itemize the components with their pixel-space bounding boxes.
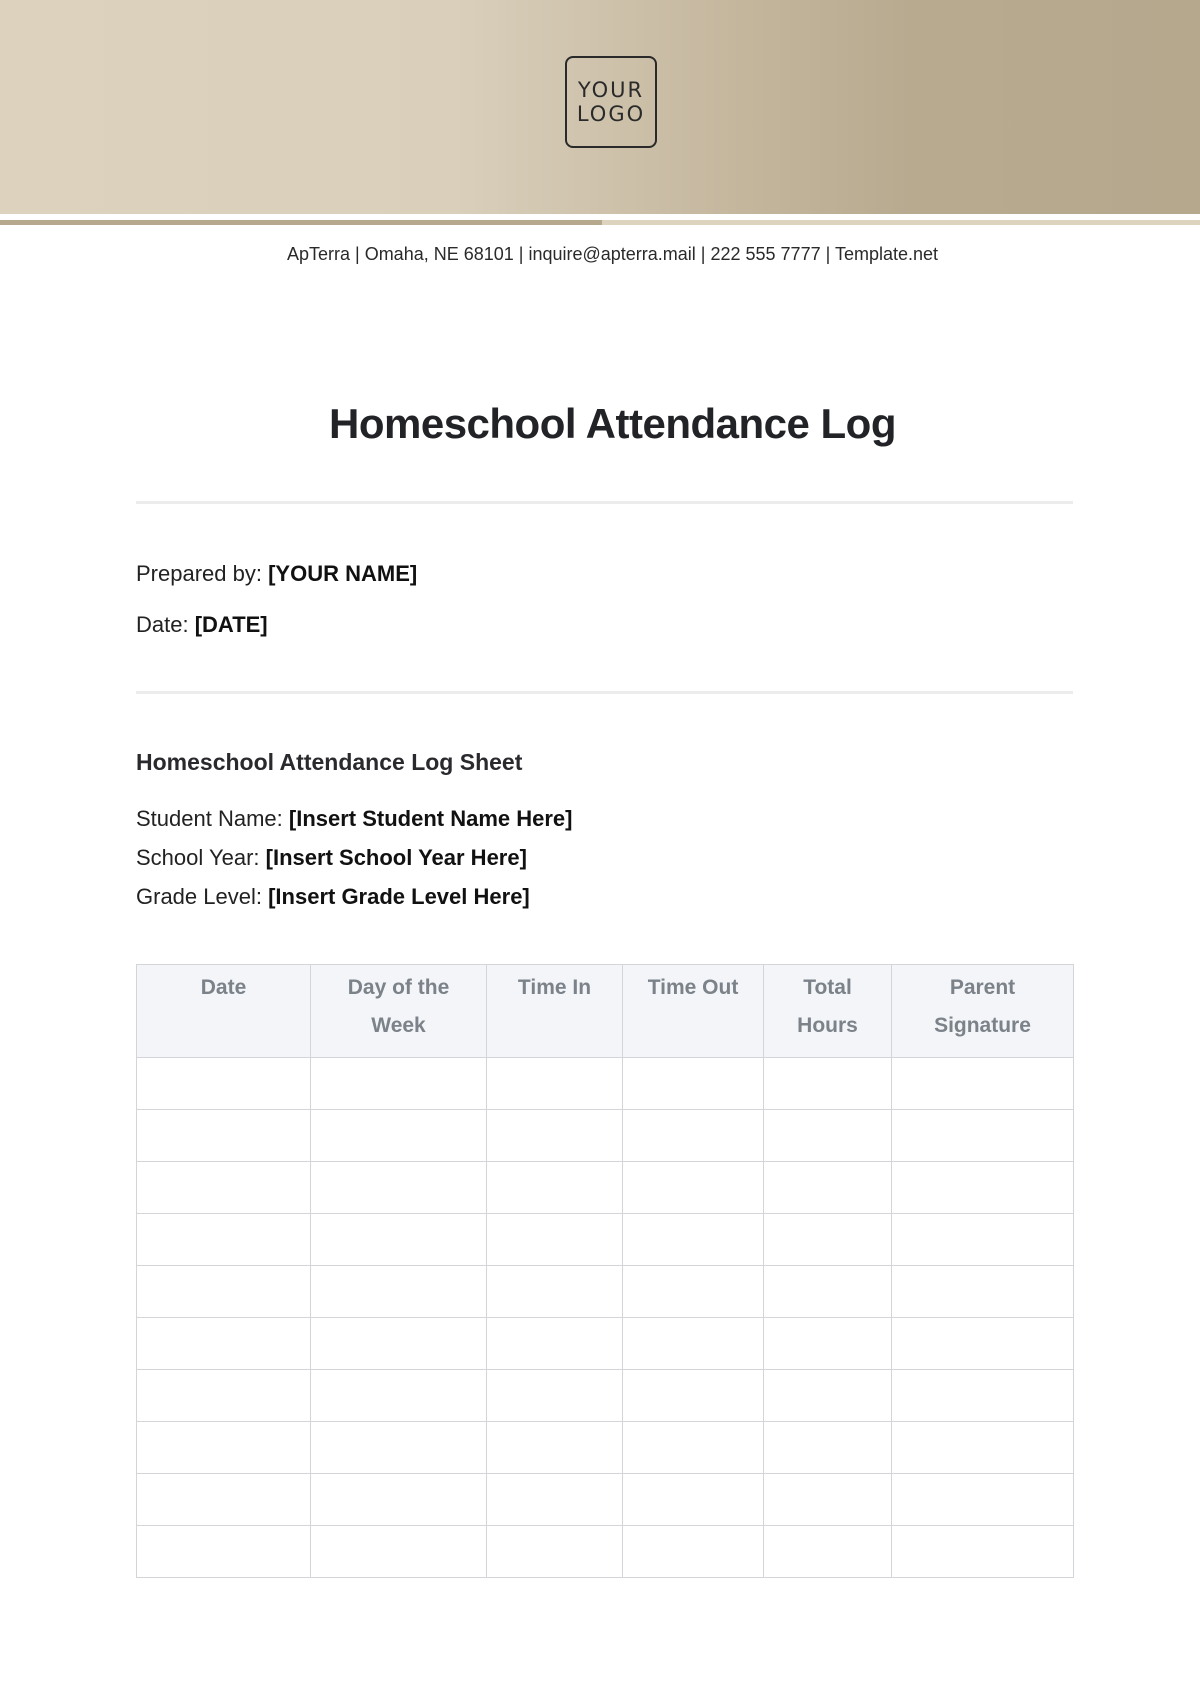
column-header-day-of-week: Day of the Week: [311, 965, 487, 1058]
header-stripe-right: [602, 220, 1200, 225]
cell-total-hours[interactable]: [764, 1370, 892, 1422]
cell-parent-signature[interactable]: [892, 1214, 1074, 1266]
table-row: [137, 1266, 1074, 1318]
column-header-parent-signature: Parent Signature: [892, 965, 1074, 1058]
cell-time-out[interactable]: [623, 1110, 764, 1162]
cell-day-of-week[interactable]: [311, 1058, 487, 1110]
grade-level-label: Grade Level:: [136, 884, 262, 909]
cell-total-hours[interactable]: [764, 1526, 892, 1578]
cell-total-hours[interactable]: [764, 1266, 892, 1318]
cell-total-hours[interactable]: [764, 1318, 892, 1370]
prepared-by-label: Prepared by:: [136, 561, 262, 586]
cell-time-in[interactable]: [487, 1110, 623, 1162]
prepared-by-line: [136, 561, 417, 587]
divider: [136, 501, 1073, 504]
cell-parent-signature[interactable]: [892, 1266, 1074, 1318]
grade-level-value: [Insert Grade Level Here]: [268, 884, 530, 909]
divider: [136, 691, 1073, 694]
cell-time-in[interactable]: [487, 1318, 623, 1370]
cell-date[interactable]: [137, 1110, 311, 1162]
column-header-total-hours: Total Hours: [764, 965, 892, 1058]
school-year-value: [Insert School Year Here]: [265, 845, 527, 870]
cell-parent-signature[interactable]: [892, 1526, 1074, 1578]
cell-day-of-week[interactable]: [311, 1266, 487, 1318]
table-row: [137, 1422, 1074, 1474]
cell-day-of-week[interactable]: [311, 1318, 487, 1370]
table-row: [137, 1474, 1074, 1526]
table-row: [137, 1214, 1074, 1266]
logo-text-line1: YOUR: [577, 78, 645, 102]
cell-day-of-week[interactable]: [311, 1162, 487, 1214]
table-header-row: [137, 965, 1074, 1058]
cell-day-of-week[interactable]: [311, 1474, 487, 1526]
page-title: Homeschool Attendance Log: [329, 400, 896, 447]
cell-parent-signature[interactable]: [892, 1162, 1074, 1214]
cell-time-in[interactable]: [487, 1422, 623, 1474]
cell-day-of-week[interactable]: [311, 1526, 487, 1578]
cell-time-out[interactable]: [623, 1058, 764, 1110]
cell-total-hours[interactable]: [764, 1214, 892, 1266]
cell-day-of-week[interactable]: [311, 1110, 487, 1162]
cell-date[interactable]: [137, 1058, 311, 1110]
cell-time-in[interactable]: [487, 1474, 623, 1526]
table-row: [137, 1318, 1074, 1370]
column-header-date: Date: [137, 965, 311, 1058]
school-year-line: [136, 845, 527, 871]
prepared-by-value: [YOUR NAME]: [268, 561, 418, 586]
cell-time-out[interactable]: [623, 1474, 764, 1526]
cell-day-of-week[interactable]: [311, 1370, 487, 1422]
cell-day-of-week[interactable]: [311, 1422, 487, 1474]
cell-total-hours[interactable]: [764, 1162, 892, 1214]
cell-date[interactable]: [137, 1474, 311, 1526]
grade-level-line: [136, 884, 530, 910]
cell-parent-signature[interactable]: [892, 1370, 1074, 1422]
cell-parent-signature[interactable]: [892, 1422, 1074, 1474]
cell-time-out[interactable]: [623, 1266, 764, 1318]
cell-time-in[interactable]: [487, 1058, 623, 1110]
table-row: [137, 1162, 1074, 1214]
date-value: [DATE]: [194, 612, 268, 637]
cell-date[interactable]: [137, 1162, 311, 1214]
cell-parent-signature[interactable]: [892, 1058, 1074, 1110]
header-banner: [0, 0, 1200, 214]
cell-day-of-week[interactable]: [311, 1214, 487, 1266]
cell-date[interactable]: [137, 1526, 311, 1578]
table-row: [137, 1526, 1074, 1578]
cell-parent-signature[interactable]: [892, 1474, 1074, 1526]
header-stripe-left: [0, 220, 602, 225]
logo-text-line2: LOGO: [576, 102, 646, 126]
cell-time-out[interactable]: [623, 1526, 764, 1578]
cell-time-out[interactable]: [623, 1162, 764, 1214]
cell-time-in[interactable]: [487, 1214, 623, 1266]
school-year-label: School Year:: [136, 845, 260, 870]
cell-date[interactable]: [137, 1370, 311, 1422]
cell-total-hours[interactable]: [764, 1422, 892, 1474]
cell-total-hours[interactable]: [764, 1058, 892, 1110]
column-header-time-out: Time Out: [623, 965, 764, 1058]
cell-time-in[interactable]: [487, 1266, 623, 1318]
date-line: [136, 612, 268, 638]
cell-time-out[interactable]: [623, 1422, 764, 1474]
cell-date[interactable]: [137, 1266, 311, 1318]
cell-date[interactable]: [137, 1214, 311, 1266]
cell-date[interactable]: [137, 1422, 311, 1474]
logo-placeholder: [565, 56, 657, 148]
contact-info: ApTerra | Omaha, NE 68101 | inquire@apterra.mail | 222 555 7777 | Template.net: [286, 244, 938, 264]
table-row: [137, 1110, 1074, 1162]
cell-time-in[interactable]: [487, 1526, 623, 1578]
cell-total-hours[interactable]: [764, 1474, 892, 1526]
cell-time-out[interactable]: [623, 1370, 764, 1422]
column-header-time-in: Time In: [487, 965, 623, 1058]
student-name-value: [Insert Student Name Here]: [288, 806, 573, 831]
cell-time-out[interactable]: [623, 1318, 764, 1370]
student-name-line: [136, 806, 573, 832]
date-label: Date:: [136, 612, 189, 637]
cell-time-in[interactable]: [487, 1162, 623, 1214]
cell-parent-signature[interactable]: [892, 1110, 1074, 1162]
section-title: Homeschool Attendance Log Sheet: [136, 749, 523, 775]
table-row: [137, 1370, 1074, 1422]
cell-date[interactable]: [137, 1318, 311, 1370]
cell-total-hours[interactable]: [764, 1110, 892, 1162]
cell-time-out[interactable]: [623, 1214, 764, 1266]
cell-parent-signature[interactable]: [892, 1318, 1074, 1370]
student-name-label: Student Name:: [136, 806, 283, 831]
cell-time-in[interactable]: [487, 1370, 623, 1422]
table-row: [137, 1058, 1074, 1110]
attendance-table: [136, 964, 1074, 1578]
